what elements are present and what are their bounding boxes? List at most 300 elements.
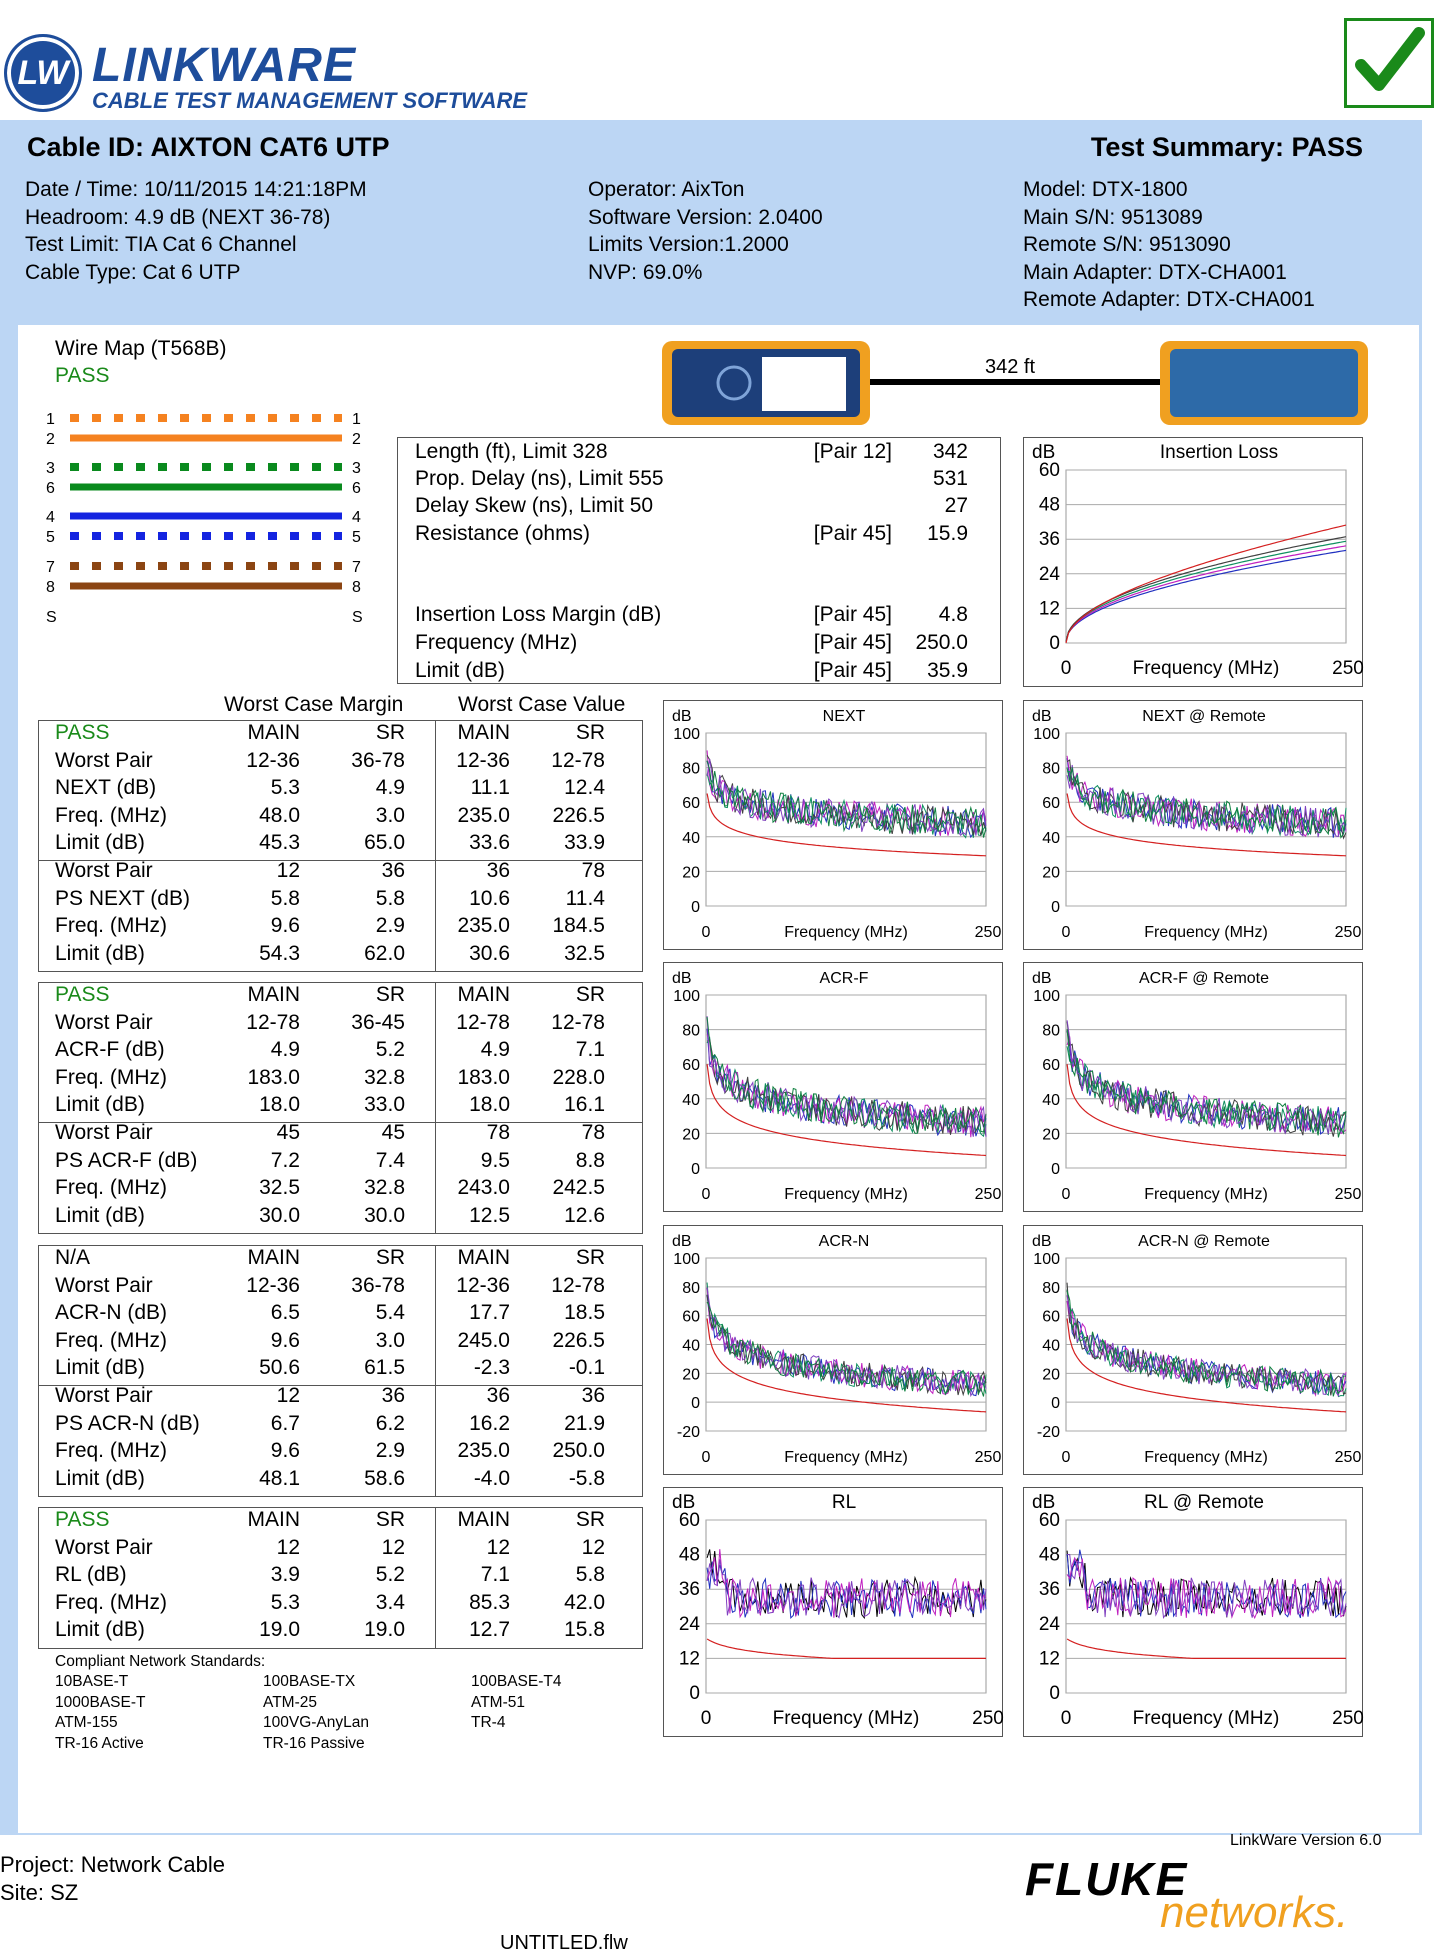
table-cell: 12-78 xyxy=(551,748,605,772)
network-standard-item: TR-16 Active xyxy=(55,1734,144,1752)
table-col-header-main: MAIN xyxy=(457,983,510,1006)
table-cell: 9.6 xyxy=(270,914,300,938)
chart-y-tick: 80 xyxy=(1042,1279,1060,1297)
table-col-header-main: MAIN xyxy=(247,721,300,744)
chart-x-label: Frequency (MHz) xyxy=(1132,1708,1280,1729)
table-cell: 45 xyxy=(381,1121,405,1144)
table-cell: 62.0 xyxy=(364,941,405,965)
network-standard-item: ATM-51 xyxy=(471,1693,525,1711)
table-row-label: Worst Pair xyxy=(55,1121,153,1144)
table-row-label: Freq. (MHz) xyxy=(55,1590,167,1614)
chart-y-tick: 60 xyxy=(682,1057,700,1075)
wire-pin-label: 2 xyxy=(352,431,361,448)
file-name: UNTITLED.flw xyxy=(500,1932,628,1954)
table-cell: 36-45 xyxy=(351,1010,405,1034)
table-row-label: Limit (dB) xyxy=(55,1466,145,1490)
chart-title: ACR-N xyxy=(818,1233,870,1250)
chart-acr-n-remote xyxy=(1023,1225,1363,1475)
chart-next xyxy=(663,700,1003,950)
table-row-label: Worst Pair xyxy=(55,1010,153,1034)
table-cell: 65.0 xyxy=(364,831,405,855)
table-cell: 2.9 xyxy=(375,1439,405,1463)
info-limits-version: Limits Version:1.2000 xyxy=(588,233,789,256)
chart-y-tick: 12 xyxy=(678,1648,700,1670)
summary-value: 27 xyxy=(944,494,968,517)
network-standard-item: TR-16 Passive xyxy=(263,1734,365,1752)
table-cell: 235.0 xyxy=(457,1439,510,1463)
table-row-label: Worst Pair xyxy=(55,1384,153,1407)
info-remote-sn: Remote S/N: 9513090 xyxy=(1023,233,1231,256)
info-test-limit: Test Limit: TIA Cat 6 Channel xyxy=(25,233,297,256)
table-row-label: Worst Pair xyxy=(55,1273,153,1297)
chart-y-label: dB xyxy=(672,970,692,987)
table-cell: 32.8 xyxy=(364,1176,405,1200)
table-cell: 18.5 xyxy=(564,1301,605,1325)
table-col-header-sr: SR xyxy=(375,1246,405,1269)
table-cell: 36 xyxy=(381,1384,405,1407)
network-standard-item: 100BASE-TX xyxy=(263,1673,356,1690)
wire-pin-label: 5 xyxy=(352,529,361,546)
linkware-logo-title: LINKWARE xyxy=(92,39,356,92)
summary-pair: [Pair 45] xyxy=(813,522,892,545)
info-operator: Operator: AixTon xyxy=(588,178,745,201)
table-cell: 45.3 xyxy=(259,831,300,855)
table-row-label: NEXT (dB) xyxy=(55,776,157,800)
table-cell: 5.8 xyxy=(575,1563,605,1587)
table-status: PASS xyxy=(55,983,110,1006)
chart-y-label: dB xyxy=(672,708,692,725)
info-datetime: Date / Time: 10/11/2015 14:21:18PM xyxy=(25,178,367,201)
chart-x-label: Frequency (MHz) xyxy=(772,1708,920,1729)
chart-title: Insertion Loss xyxy=(1159,442,1279,463)
chart-y-tick: 40 xyxy=(682,829,700,847)
chart-x-tick: 250 xyxy=(974,924,1002,941)
table-cell: 6.7 xyxy=(270,1411,300,1435)
table-cell: 12-78 xyxy=(551,1273,605,1297)
network-standard-item: ATM-155 xyxy=(55,1714,118,1731)
fluke-logo: FLUKE xyxy=(1025,1853,1189,1905)
table-cell: 78 xyxy=(486,1121,510,1144)
info-main-sn: Main S/N: 9513089 xyxy=(1023,205,1203,229)
chart-y-tick: 20 xyxy=(682,1366,700,1384)
chart-x-label: Frequency (MHz) xyxy=(1144,1449,1268,1466)
chart-y-label: dB xyxy=(1032,1233,1052,1250)
table-cell: 12.4 xyxy=(564,776,605,800)
cable-length-label: 342 ft xyxy=(985,356,1036,378)
chart-y-tick: 80 xyxy=(682,1279,700,1297)
table-cell: 7.1 xyxy=(575,1038,605,1062)
wire-pin-label: 1 xyxy=(352,411,361,428)
info-model: Model: DTX-1800 xyxy=(1023,178,1188,201)
project-name: Project: Network Cable xyxy=(0,1852,225,1877)
chart-plot-area xyxy=(1066,470,1346,643)
table-col-header-main: MAIN xyxy=(247,1246,300,1269)
chart-y-tick: 100 xyxy=(673,726,700,743)
table-cell: 12 xyxy=(381,1535,405,1559)
table-status: PASS xyxy=(55,721,110,744)
summary-pair: [Pair 12] xyxy=(813,440,892,463)
table-cell: 4.9 xyxy=(480,1038,510,1062)
chart-y-tick: 20 xyxy=(1042,864,1060,882)
table-cell: 226.5 xyxy=(552,1328,605,1352)
table-cell: 183.0 xyxy=(247,1065,300,1089)
chart-y-tick: 40 xyxy=(1042,1337,1060,1355)
table-cell: 9.6 xyxy=(270,1439,300,1463)
chart-x-tick: 250 xyxy=(1334,1186,1362,1203)
summary-value: 531 xyxy=(932,467,968,490)
chart-y-tick: 0 xyxy=(689,1683,700,1704)
tester-illustration xyxy=(660,337,1370,429)
chart-y-tick: 12 xyxy=(1038,1648,1060,1670)
table-row-label: RL (dB) xyxy=(55,1563,127,1587)
table-cell: 33.6 xyxy=(469,831,510,855)
chart-y-tick: 100 xyxy=(1033,1251,1060,1268)
wire-pin-label: 3 xyxy=(46,460,55,477)
table-cell: 30.0 xyxy=(364,1203,405,1227)
chart-x-label: Frequency (MHz) xyxy=(1144,924,1268,941)
table-row-label: Worst Pair xyxy=(55,1535,153,1559)
chart-y-tick: 0 xyxy=(1051,1395,1060,1413)
table-cell: 183.0 xyxy=(457,1065,510,1089)
chart-y-tick: 20 xyxy=(682,1126,700,1144)
table-row-label: Limit (dB) xyxy=(55,831,145,855)
table-cell: 12-36 xyxy=(246,1273,300,1297)
table-cell: 16.1 xyxy=(564,1093,605,1117)
chart-y-tick: 40 xyxy=(1042,829,1060,847)
wire-pin-label: 6 xyxy=(46,480,55,497)
summary-label: Insertion Loss Margin (dB) xyxy=(415,603,662,626)
chart-acr-f-remote xyxy=(1023,962,1363,1212)
table-row-label: PS ACR-N (dB) xyxy=(55,1411,200,1435)
chart-y-tick: 0 xyxy=(1051,1161,1060,1178)
table-cell: 16.2 xyxy=(469,1411,510,1435)
table-cell: 6.5 xyxy=(270,1301,300,1325)
main-tester-screen xyxy=(762,357,846,411)
summary-value: 15.9 xyxy=(927,522,968,545)
info-column-2 xyxy=(588,176,823,286)
table-cell: 12-36 xyxy=(456,748,510,772)
chart-y-tick: 20 xyxy=(682,864,700,882)
chart-y-tick: 60 xyxy=(682,795,700,813)
table-cell: 32.8 xyxy=(364,1065,405,1089)
chart-y-tick: 100 xyxy=(673,988,700,1005)
table-cell: 12-78 xyxy=(246,1010,300,1034)
table-cell: 7.1 xyxy=(480,1563,510,1587)
table-cell: 8.8 xyxy=(575,1148,605,1172)
table-col-header-main: MAIN xyxy=(457,1508,510,1531)
networks-logo: networks. xyxy=(1160,1888,1349,1937)
chart-y-tick: 36 xyxy=(1038,1579,1060,1601)
chart-y-tick: 48 xyxy=(1038,1544,1060,1566)
table-cell: 4.9 xyxy=(270,1038,300,1062)
table-cell: 11.4 xyxy=(565,886,605,910)
table-cell: 5.8 xyxy=(270,886,300,910)
info-software-version: Software Version: 2.0400 xyxy=(588,205,823,229)
chart-x-tick: 250 xyxy=(974,1449,1002,1466)
info-headroom: Headroom: 4.9 dB (NEXT 36-78) xyxy=(25,205,331,229)
table-row-label: Limit (dB) xyxy=(55,1618,145,1642)
site-name: Site: SZ xyxy=(0,1880,79,1905)
pass-check-icon xyxy=(1344,18,1434,108)
info-remote-adapter: Remote Adapter: DTX-CHA001 xyxy=(1023,288,1315,311)
linkware-logo-badge: LW xyxy=(4,34,82,112)
table-cell: 45 xyxy=(276,1121,300,1144)
table-cell: 78 xyxy=(581,1121,605,1144)
network-standard-item: 1000BASE-T xyxy=(55,1693,146,1711)
chart-x-tick: 250 xyxy=(1332,1708,1364,1729)
table-col-header-sr: SR xyxy=(575,983,605,1006)
table-cell: 30.0 xyxy=(259,1203,300,1227)
chart-y-tick: 80 xyxy=(682,760,700,778)
table-cell: 61.5 xyxy=(364,1356,405,1380)
table-cell: 32.5 xyxy=(259,1176,300,1200)
table-cell: 12 xyxy=(581,1535,605,1559)
chart-title: ACR-N @ Remote xyxy=(1138,1233,1270,1250)
table-cell: 17.7 xyxy=(469,1301,510,1325)
chart-title: RL xyxy=(831,1492,857,1513)
table-row-label: Freq. (MHz) xyxy=(55,1439,167,1463)
table-cell: 10.6 xyxy=(469,886,510,910)
table-cell: 9.6 xyxy=(270,1328,300,1352)
chart-y-label: dB xyxy=(672,1233,692,1250)
chart-y-tick: 0 xyxy=(691,1161,700,1178)
chart-x-tick: 0 xyxy=(701,1449,711,1466)
wire-pin-label: 5 xyxy=(46,529,55,546)
chart-y-tick: 24 xyxy=(1038,1613,1060,1635)
summary-label: Delay Skew (ns), Limit 50 xyxy=(415,494,654,517)
network-standard-item: 10BASE-T xyxy=(55,1673,129,1690)
table-row-label: Freq. (MHz) xyxy=(55,1176,167,1200)
wiremap-title: Wire Map (T568B) xyxy=(55,337,227,360)
table-cell: 11.1 xyxy=(470,776,510,800)
chart-y-tick: 80 xyxy=(1042,760,1060,778)
table-cell: 5.8 xyxy=(375,886,405,910)
table-cell: 184.5 xyxy=(552,914,605,938)
table-cell: 9.5 xyxy=(480,1148,510,1172)
table-cell: 33.0 xyxy=(364,1093,405,1117)
chart-y-tick: 60 xyxy=(1038,1510,1060,1531)
wire-pin-label: 7 xyxy=(352,559,361,576)
chart-title: ACR-F @ Remote xyxy=(1138,970,1270,987)
table-cell: 36-78 xyxy=(351,1273,405,1297)
chart-x-tick: 250 xyxy=(974,1186,1002,1203)
chart-x-tick: 250 xyxy=(1332,658,1364,679)
table-cell: 54.3 xyxy=(259,941,300,965)
wire-pin-label: 4 xyxy=(352,509,361,526)
summary-label: Length (ft), Limit 328 xyxy=(415,440,608,463)
chart-y-label: dB xyxy=(1032,1492,1056,1513)
table-col-header-sr: SR xyxy=(575,1246,605,1269)
chart-next-remote xyxy=(1023,700,1363,950)
table-cell: 4.9 xyxy=(375,776,405,800)
table-col-header-sr: SR xyxy=(375,721,405,744)
summary-label: Limit (dB) xyxy=(415,659,505,682)
test-summary: Test Summary: PASS xyxy=(1090,132,1363,162)
standards-title: Compliant Network Standards: xyxy=(55,1653,266,1670)
chart-y-tick: 100 xyxy=(1033,988,1060,1005)
network-standard-item: 100VG-AnyLan xyxy=(263,1714,369,1731)
table-row-label: Limit (dB) xyxy=(55,1203,145,1227)
chart-y-label: dB xyxy=(1032,442,1056,463)
table-cell: 32.5 xyxy=(564,941,605,965)
network-standard-item: ATM-25 xyxy=(263,1693,317,1711)
table-cell: 42.0 xyxy=(564,1590,605,1614)
table-row-label: Limit (dB) xyxy=(55,1356,145,1380)
table-cell: 19.0 xyxy=(364,1618,405,1642)
chart-rl xyxy=(663,1487,1003,1737)
table-row-label: ACR-F (dB) xyxy=(55,1038,165,1062)
chart-y-tick: 36 xyxy=(678,1579,700,1601)
summary-label: Prop. Delay (ns), Limit 555 xyxy=(415,467,664,490)
chart-y-tick: 60 xyxy=(1042,795,1060,813)
worst-case-value-header: Worst Case Value xyxy=(458,693,626,716)
cable-line xyxy=(870,379,1174,385)
table-cell: 12 xyxy=(276,1535,300,1559)
wire-pin-label: 8 xyxy=(46,579,55,596)
table-cell: 245.0 xyxy=(457,1328,510,1352)
wire-pin-label: 2 xyxy=(46,431,55,448)
table-status: N/A xyxy=(55,1246,91,1269)
chart-title: NEXT @ Remote xyxy=(1142,708,1266,725)
table-cell: 36 xyxy=(486,859,510,882)
chart-rl-remote xyxy=(1023,1487,1363,1737)
chart-y-tick: -20 xyxy=(676,1424,700,1441)
worst-case-margin-header: Worst Case Margin xyxy=(224,693,404,716)
table-cell: 58.6 xyxy=(364,1466,405,1490)
chart-y-tick: 12 xyxy=(1038,598,1060,620)
table-cell: 12-36 xyxy=(456,1273,510,1297)
table-cell: 18.0 xyxy=(259,1093,300,1117)
wire-pin-label: 1 xyxy=(46,411,55,428)
chart-y-label: dB xyxy=(1032,970,1052,987)
table-row-label: PS ACR-F (dB) xyxy=(55,1148,198,1172)
chart-y-label: dB xyxy=(672,1492,696,1513)
table-cell: 5.2 xyxy=(375,1038,405,1062)
table-cell: 21.9 xyxy=(564,1411,605,1435)
table-cell: 15.8 xyxy=(564,1618,605,1642)
table-row-label: Limit (dB) xyxy=(55,1093,145,1117)
table-cell: 12 xyxy=(486,1535,510,1559)
table-cell: 5.3 xyxy=(270,1590,300,1614)
summary-label: Resistance (ohms) xyxy=(415,522,591,545)
table-cell: 19.0 xyxy=(259,1618,300,1642)
chart-insertion-loss xyxy=(1023,437,1363,687)
table-row-label: Worst Pair xyxy=(55,859,153,882)
chart-y-tick: 40 xyxy=(682,1337,700,1355)
table-col-header-main: MAIN xyxy=(457,1246,510,1269)
chart-x-tick: 0 xyxy=(701,924,711,941)
table-cell: 5.4 xyxy=(375,1301,405,1325)
chart-y-tick: 100 xyxy=(1033,726,1060,743)
table-cell: 250.0 xyxy=(552,1439,605,1463)
chart-y-tick: 36 xyxy=(1038,529,1060,551)
table-cell: 36 xyxy=(486,1384,510,1407)
table-cell: 12-36 xyxy=(246,748,300,772)
wire-pin-label: 3 xyxy=(352,460,361,477)
wire-pin-label: 6 xyxy=(352,480,361,497)
wire-shield-label: S xyxy=(46,609,57,626)
table-cell: -2.3 xyxy=(473,1356,510,1380)
chart-x-tick: 0 xyxy=(1061,924,1071,941)
chart-y-tick: 0 xyxy=(1051,899,1060,916)
table-cell: 235.0 xyxy=(457,914,510,938)
info-nvp: NVP: 69.0% xyxy=(588,260,703,284)
summary-value: 4.8 xyxy=(938,603,968,626)
info-cable-type: Cable Type: Cat 6 UTP xyxy=(25,260,241,284)
table-cell: 2.9 xyxy=(375,914,405,938)
table-cell: 243.0 xyxy=(457,1176,510,1200)
chart-y-tick: 80 xyxy=(1042,1022,1060,1040)
chart-x-tick: 0 xyxy=(1060,1708,1072,1729)
table-cell: 12.6 xyxy=(564,1203,605,1227)
summary-value: 35.9 xyxy=(927,659,968,682)
table-col-header-main: MAIN xyxy=(247,1508,300,1531)
chart-x-tick: 0 xyxy=(1060,658,1072,679)
table-cell: -4.0 xyxy=(473,1466,510,1490)
wiremap-status: PASS xyxy=(55,364,110,387)
network-standard-item: 100BASE-T4 xyxy=(471,1673,562,1690)
table-cell: 242.5 xyxy=(552,1176,605,1200)
table-cell: 33.9 xyxy=(564,831,605,855)
chart-x-label: Frequency (MHz) xyxy=(1144,1186,1268,1203)
table-cell: 7.4 xyxy=(375,1148,405,1172)
chart-y-tick: 0 xyxy=(691,899,700,916)
table-cell: 36 xyxy=(581,1384,605,1407)
table-cell: 12 xyxy=(276,859,300,882)
table-cell: 235.0 xyxy=(457,803,510,827)
chart-y-tick: 60 xyxy=(1042,1057,1060,1075)
chart-x-tick: 250 xyxy=(1334,924,1362,941)
summary-pair: [Pair 45] xyxy=(813,659,892,682)
table-cell: 12 xyxy=(276,1384,300,1407)
table-cell: 36-78 xyxy=(351,748,405,772)
chart-x-tick: 0 xyxy=(701,1186,711,1203)
table-col-header-main: MAIN xyxy=(457,721,510,744)
chart-y-tick: 0 xyxy=(691,1395,700,1413)
chart-y-tick: 60 xyxy=(1038,460,1060,481)
table-row-label: Freq. (MHz) xyxy=(55,914,167,938)
summary-value: 250.0 xyxy=(915,631,968,654)
table-status: PASS xyxy=(55,1508,110,1531)
summary-label: Frequency (MHz) xyxy=(415,631,578,654)
chart-y-tick: 24 xyxy=(1038,563,1060,585)
table-col-header-main: MAIN xyxy=(247,983,300,1006)
table-cell: -0.1 xyxy=(568,1356,605,1380)
table-row-label: Freq. (MHz) xyxy=(55,1065,167,1089)
table-cell: 12-78 xyxy=(456,1010,510,1034)
table-row-label: PS NEXT (dB) xyxy=(55,886,190,910)
linkware-logo-subtitle: CABLE TEST MANAGEMENT SOFTWARE xyxy=(92,88,528,113)
chart-y-tick: 20 xyxy=(1042,1366,1060,1384)
chart-y-tick: 0 xyxy=(1049,1683,1060,1704)
table-col-header-sr: SR xyxy=(375,1508,405,1531)
table-cell: 12-78 xyxy=(551,1010,605,1034)
chart-acr-n xyxy=(663,1225,1003,1475)
table-cell: 3.9 xyxy=(270,1563,300,1587)
summary-pair: [Pair 45] xyxy=(813,603,892,626)
table-cell: 50.6 xyxy=(259,1356,300,1380)
chart-title: ACR-F xyxy=(819,970,869,987)
wiremap-diagram xyxy=(40,405,370,630)
chart-x-label: Frequency (MHz) xyxy=(784,1186,908,1203)
wire-pin-label: 4 xyxy=(46,509,55,526)
table-cell: 3.4 xyxy=(375,1590,405,1614)
table-cell: 18.0 xyxy=(469,1093,510,1117)
table-cell: 3.0 xyxy=(375,803,405,827)
chart-y-tick: 60 xyxy=(1042,1308,1060,1326)
cable-id: Cable ID: AIXTON CAT6 UTP xyxy=(27,132,390,162)
table-cell: 85.3 xyxy=(469,1590,510,1614)
